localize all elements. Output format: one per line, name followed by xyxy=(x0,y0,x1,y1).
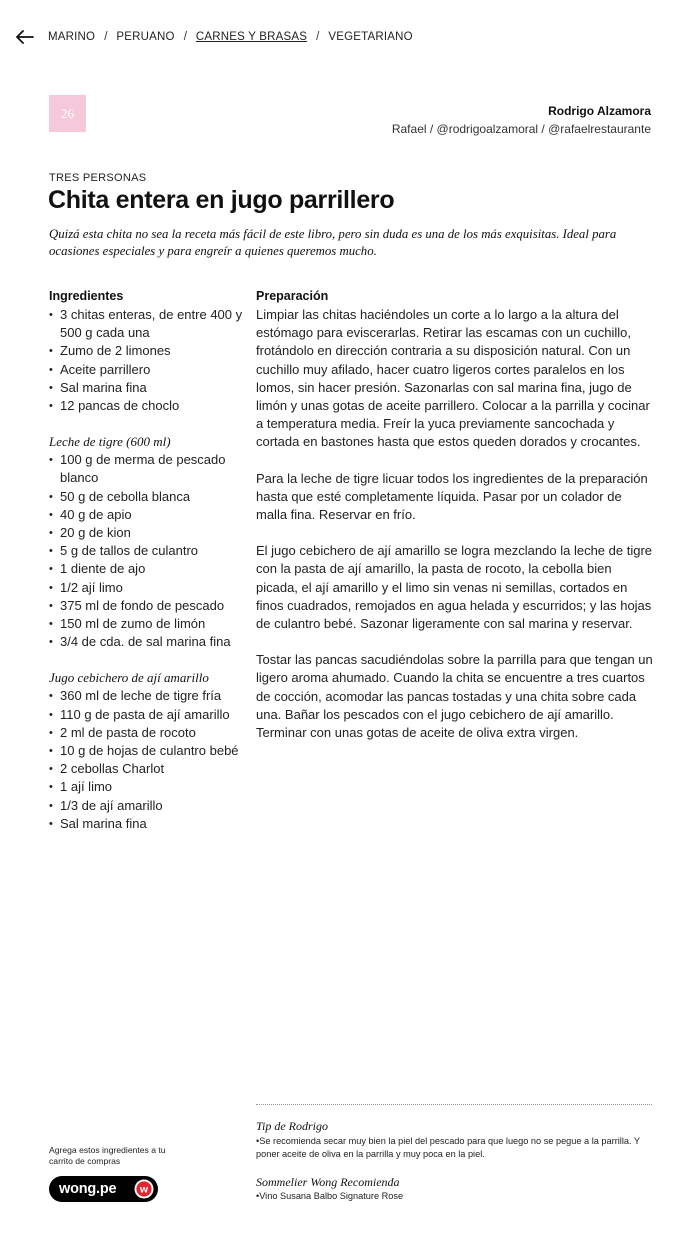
list-item: • 50 g de cebolla blanca xyxy=(49,488,249,506)
author-name: Rodrigo Alzamora xyxy=(548,104,651,118)
list-item: • 110 g de pasta de ají amarillo xyxy=(49,706,249,724)
recipe-title: Chita entera en jugo parrillero xyxy=(48,186,395,214)
jugo-cebichero-list xyxy=(49,687,249,833)
sommelier-heading: Sommelier Wong Recomienda xyxy=(256,1175,400,1189)
dotted-divider xyxy=(256,1104,652,1105)
preparation-step: Tostar las pancas sacudiéndolas sobre la parrilla para que tengan un ligero aroma ahumado. Cuando la chita se encuentre a tres cuartos de cocción, acomodar las pancas tostadas y una chita sobre cada una. Bañar los pescados con el jugo cebichero de ají amarillo. Terminar con unas gotas de aceite de oliva extra virgen. xyxy=(256,652,653,741)
tip-heading: Tip de Rodrigo xyxy=(256,1119,329,1133)
leche-de-tigre-list xyxy=(49,451,249,651)
wong-button-label: wong.pe xyxy=(59,1181,117,1197)
list-item: • 1/2 ají limo xyxy=(49,579,249,597)
ingredients-column xyxy=(49,286,249,833)
list-item: • 360 ml de leche de tigre fría xyxy=(49,687,249,705)
list-item: • 150 ml de zumo de limón xyxy=(49,615,249,633)
jugo-cebichero-heading: Jugo cebichero de ají amarillo xyxy=(49,670,209,686)
category-nav xyxy=(16,30,413,44)
list-item: • 10 g de hojas de culantro bebé xyxy=(49,742,249,760)
recipe-intro: Quizá esta chita no sea la receta más fácil de este libro, pero sin duda es una de los más exquisitas. Ideal para ocasiones especiales y para engreír a quienes queremos mucho. xyxy=(49,227,617,258)
author-block xyxy=(392,104,651,136)
list-item: • Zumo de 2 limones xyxy=(49,342,249,360)
wong-cart-button[interactable] xyxy=(49,1176,158,1202)
list-item: • 1 diente de ajo xyxy=(49,560,249,578)
preparation-step: El jugo cebichero de ají amarillo se logra mezclando la leche de tigre con la pasta de ají amarillo, la pasta de rocoto, la cebolla bien picada, el ají amarillo y el limo sin venas ni semillas, cortados en finos cuadrados, remojados en agua helada y escurridos; y las hojas de culantro bebé. Sazonar ligeramente con sal marina y reservar. xyxy=(256,543,652,632)
preparation-column xyxy=(256,286,656,760)
nav-item-peruano[interactable]: PERUANO xyxy=(116,31,175,43)
list-item: • 375 ml de fondo de pescado xyxy=(49,597,249,615)
list-item: • Sal marina fina xyxy=(49,815,249,833)
nav-item-marino[interactable]: MARINO xyxy=(48,31,96,43)
author-handles: Rafael / @rodrigoalzamoral / @rafaelrestaurante xyxy=(391,122,651,136)
list-item: • 2 ml de pasta de rocoto xyxy=(49,724,249,742)
preparation-step: Para la leche de tigre licuar todos los ingredientes de la preparación hasta que esté completamente líquida. Pasar por un colador de malla fina. Reservar en frío. xyxy=(256,470,648,523)
list-item: • 3 chitas enteras, de entre 400 y 500 g cada una xyxy=(49,306,249,342)
ingredients-heading: Ingredientes xyxy=(49,289,124,303)
wong-logo-icon xyxy=(134,1179,154,1199)
page-number-badge: 26 xyxy=(49,95,86,132)
preparation-step: Limpiar las chitas haciéndoles un corte a lo largo a la altura del estómago para eviscerarlas. Retirar las escamas con un cuchillo, frotándolo en dirección contraria a su disposición natural. Con un cuchillo muy afilado, hacer cuatro ligeros cortes paralelos en los lomos, sin hacer presión. Sazonarlas con sal marina fina, jugo de limón y unas gotas de aceite parrillero. Colocar a la parrilla y cocinar a temperatura media. Freír la yuca previamente sancochada y cortada en bastones hasta que estos queden dorados y crocantes. xyxy=(256,307,650,450)
nav-item-carnes-y-brasas[interactable]: CARNES Y BRASAS xyxy=(195,31,308,43)
list-item: • 100 g de merma de pescado blanco xyxy=(49,451,249,487)
list-item: • Aceite parrillero xyxy=(49,361,249,379)
list-item: • 3/4 de cda. de sal marina fina xyxy=(49,633,249,651)
sommelier-text: •Vino Susana Balbo Signature Rose xyxy=(256,1191,404,1201)
nav-separator: / xyxy=(183,31,187,43)
list-item: • 2 cebollas Charlot xyxy=(49,760,249,778)
nav-separator: / xyxy=(104,31,108,43)
list-item: • 12 pancas de choclo xyxy=(49,397,249,415)
list-item: • 5 g de tallos de culantro xyxy=(49,542,249,560)
nav-separator: / xyxy=(316,31,320,43)
list-item: • 40 g de apio xyxy=(49,506,249,524)
servings-label: TRES PERSONAS xyxy=(49,172,147,184)
list-item: • Sal marina fina xyxy=(49,379,249,397)
tip-text: •Se recomienda secar muy bien la piel del pescado para que luego no se pegue a la parrilla. Y poner aceite de oliva en la parrilla y muy poca en la piel. xyxy=(256,1136,640,1159)
list-item: • 20 g de kion xyxy=(49,524,249,542)
spacer xyxy=(49,415,249,433)
list-item: • 1 ají limo xyxy=(49,778,249,796)
main-ingredients-list xyxy=(49,306,249,415)
spacer xyxy=(49,651,249,669)
list-item: • 1/3 de ají amarillo xyxy=(49,797,249,815)
nav-item-vegetariano[interactable]: VEGETARIANO xyxy=(328,31,413,43)
cart-note: Agrega estos ingredientes a tu carrito de compras xyxy=(49,1145,166,1166)
leche-de-tigre-heading: Leche de tigre (600 ml) xyxy=(49,434,171,450)
preparation-heading: Preparación xyxy=(256,289,329,303)
wong-logo-letter: w xyxy=(139,1183,149,1196)
back-arrow-icon[interactable] xyxy=(16,30,34,44)
